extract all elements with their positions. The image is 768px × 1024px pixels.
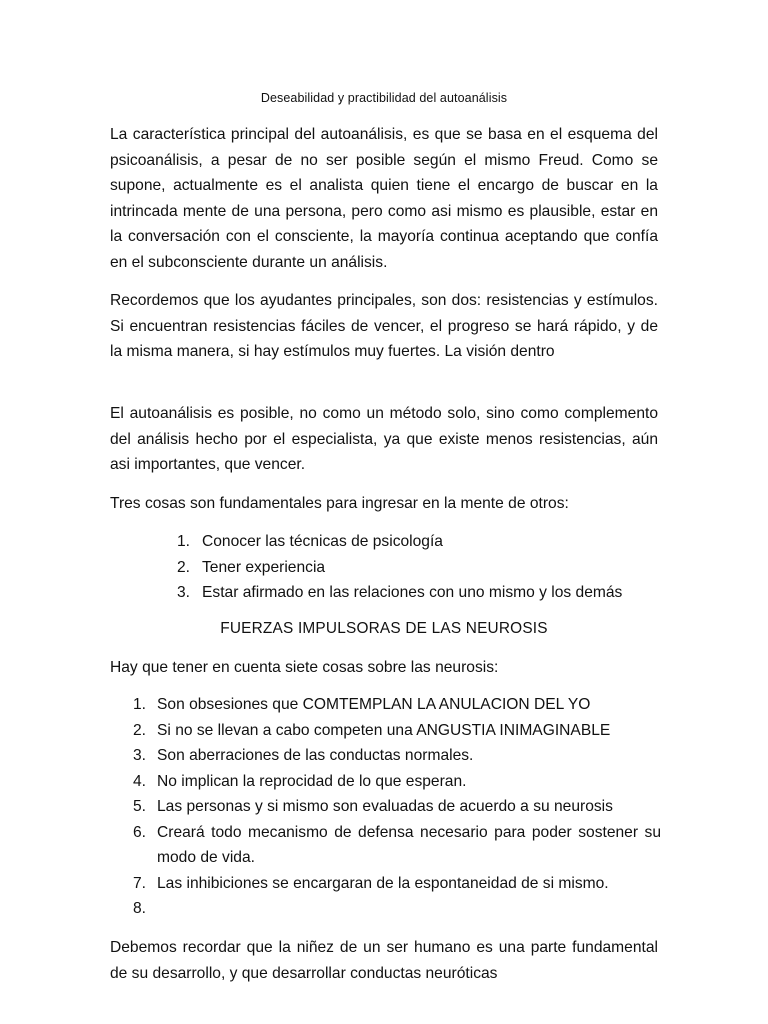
paragraph-tres-cosas: Tres cosas son fundamentales para ingresar en la mente de otros:	[110, 495, 569, 512]
list-item	[133, 820, 661, 871]
paragraph-ayudantes: Recordemos que los ayudantes principales, son dos: resistencias y estímulos. Si encuentran resistencias fáciles de vencer, el progreso se hará rápido, y de la misma manera, si hay estímulos muy fuertes. La visión dentro	[110, 292, 658, 360]
list-text: Son aberraciones de las conductas normales.	[157, 747, 474, 764]
list-text: Tener experiencia	[202, 558, 326, 576]
list-number: 1.	[133, 696, 147, 713]
list-text: Las inhibiciones se encargaran de la espontaneidad de si mismo.	[157, 874, 609, 892]
section-heading: FUERZAS IMPULSORAS DE LAS NEUROSIS	[220, 620, 548, 637]
paragraph-autoanalisis: El autoanálisis es posible, no como un método solo, sino como complemento del análisis hecho por el especialista, ya que existe menos resistencias, aún asi importantes, que vencer.	[110, 405, 658, 473]
list-item	[133, 743, 661, 769]
list-number: 3.	[177, 584, 191, 601]
paragraph-intro: La característica principal del autoanálisis, es que se basa en el esquema del psicoanálisis, a pesar de no ser posible según el mismo Freud. Como se supone, actualmente es el analista quien tiene el encargo de buscar en la intrincada mente de una persona, pero como asi mismo es plausible, estar en la conversación con el consciente, la mayoría continua aceptando que confía en el subconsciente durante un análisis.	[110, 126, 658, 271]
list-number: 6.	[133, 823, 147, 841]
list-text: Conocer las técnicas de psicología	[202, 533, 443, 550]
list-item	[133, 718, 661, 744]
list-text: Son obsesiones que COMTEMPLAN LA ANULACION DEL YO	[157, 696, 591, 713]
list-number: 4.	[133, 772, 147, 790]
paragraph-siete-cosas: Hay que tener en cuenta siete cosas sobre las neurosis:	[110, 659, 499, 676]
paragraph-closing: Debemos recordar que la niñez de un ser humano es una parte fundamental de su desarrollo, y que desarrollar conductas neuróticas	[110, 939, 658, 982]
list-number: 2.	[177, 558, 191, 576]
list-text: Las personas y si mismo son evaluadas de acuerdo a su neurosis	[157, 798, 613, 815]
list-number: 5.	[133, 798, 147, 815]
list-number: 7.	[133, 874, 147, 892]
list-number: 1.	[177, 533, 191, 550]
list-item	[133, 769, 661, 795]
list-item	[133, 794, 661, 820]
list-text: Creará todo mecanismo de defensa necesario para poder sostener su modo de vida.	[157, 823, 661, 866]
list-number: 8.	[133, 900, 147, 917]
list-text: Si no se llevan a cabo competen una ANGUSTIA INIMAGINABLE	[157, 721, 611, 739]
list-item	[133, 896, 661, 922]
list-number: 3.	[133, 747, 147, 764]
document-title: Deseabilidad y practibilidad del autoanálisis	[260, 91, 508, 105]
list-text: No implican la reprocidad de lo que esperan.	[157, 772, 467, 790]
list-number: 2.	[133, 721, 147, 739]
list-neurosis	[133, 692, 661, 922]
list-item	[133, 692, 661, 718]
list-item	[133, 871, 661, 897]
list-text: Estar afirmado en las relaciones con uno mismo y los demás	[202, 584, 623, 601]
